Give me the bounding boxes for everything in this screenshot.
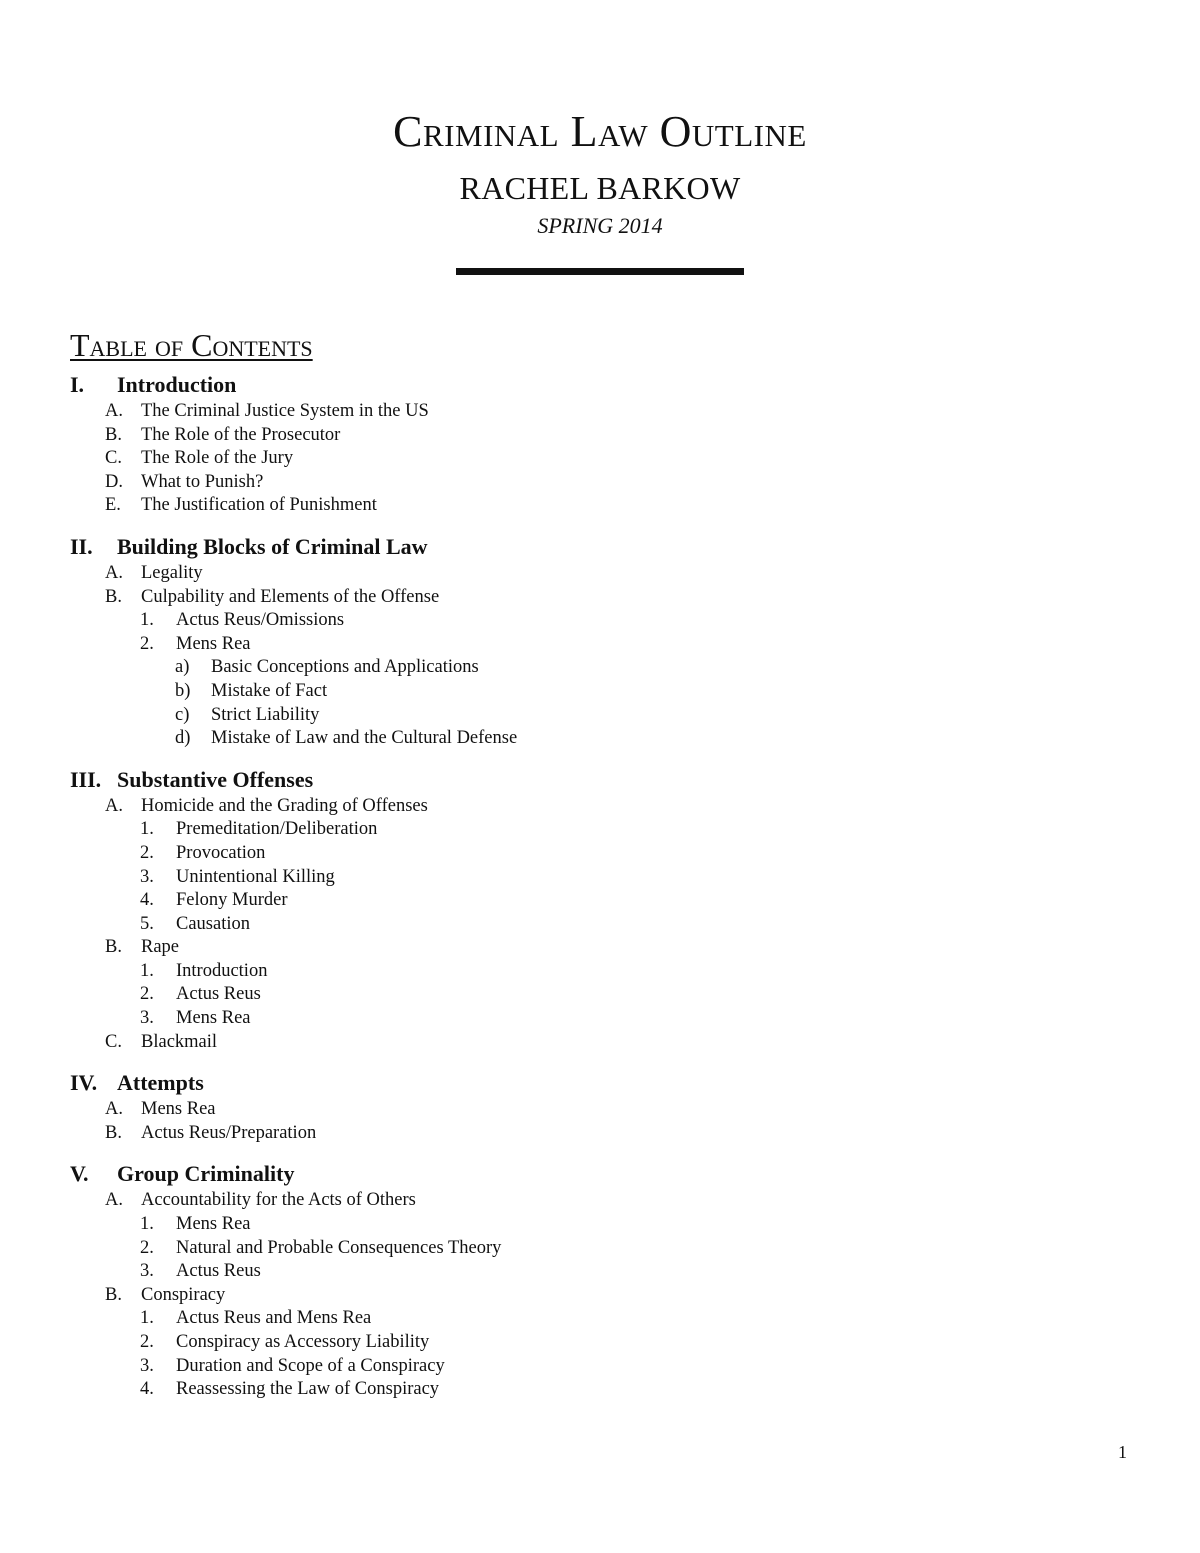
toc-item-label: Mens Rea	[176, 1008, 251, 1029]
toc-section-heading	[70, 1068, 1130, 1098]
toc-item-marker: B.	[105, 586, 122, 607]
toc-item-label: Natural and Probable Consequences Theory	[176, 1237, 502, 1258]
document-header	[0, 96, 1200, 275]
toc-subitem	[70, 1260, 1130, 1284]
page-number: 1	[1118, 1442, 1127, 1462]
table-of-contents	[70, 322, 1130, 1416]
toc-item-label: Actus Reus	[176, 984, 261, 1005]
toc-subitem	[70, 983, 1130, 1007]
toc-item-marker: C.	[105, 1031, 122, 1052]
toc-item	[70, 586, 1130, 610]
toc-heading: Table of Contents	[70, 327, 313, 363]
toc-item-marker: 2.	[140, 633, 154, 654]
toc-section-number: III.	[70, 766, 102, 792]
toc-section	[70, 1159, 1130, 1401]
toc-item-label: Actus Reus and Mens Rea	[176, 1308, 372, 1329]
toc-item-label: Mistake of Fact	[211, 680, 328, 701]
toc-section-title: Substantive Offenses	[117, 766, 314, 792]
toc-subitem	[70, 1378, 1130, 1402]
author-name: RACHEL BARKOW	[459, 170, 741, 206]
toc-item	[70, 936, 1130, 960]
toc-item-label: Culpability and Elements of the Offense	[141, 586, 440, 607]
toc-subitem	[70, 913, 1130, 937]
toc-item-marker: 5.	[140, 913, 154, 934]
toc-section	[70, 1068, 1130, 1145]
toc-section-heading	[70, 765, 1130, 795]
toc-item-label: Premeditation/Deliberation	[176, 819, 378, 840]
toc-item-marker: B.	[105, 424, 122, 445]
toc-item-marker: 2.	[140, 984, 154, 1005]
toc-section-title: Introduction	[117, 372, 237, 397]
toc-item-label: Mens Rea	[141, 1099, 216, 1120]
toc-item	[70, 447, 1130, 471]
toc-item-marker: A.	[105, 795, 123, 816]
toc-item-label: The Role of the Jury	[141, 448, 294, 469]
toc-subsubitem	[70, 704, 1130, 728]
term-label: SPRING 2014	[537, 213, 663, 238]
toc-body	[70, 370, 1130, 1402]
toc-item-label: Actus Reus/Preparation	[141, 1122, 317, 1143]
toc-item-label: Mens Rea	[176, 1214, 251, 1235]
toc-item-marker: 3.	[140, 1008, 154, 1029]
toc-item-label: Rape	[141, 937, 180, 958]
toc-item-label: Mens Rea	[176, 633, 251, 654]
toc-item-label: Provocation	[176, 842, 266, 863]
toc-subsubitem	[70, 656, 1130, 680]
toc-subitem	[70, 1213, 1130, 1237]
toc-item-label: Actus Reus/Omissions	[176, 610, 345, 631]
toc-subitem	[70, 818, 1130, 842]
toc-item	[70, 400, 1130, 424]
toc-subsubitem	[70, 727, 1130, 751]
toc-item-marker: 1.	[140, 1308, 154, 1329]
toc-item-label: The Justification of Punishment	[141, 495, 377, 516]
toc-section-title: Attempts	[117, 1070, 204, 1096]
toc-item	[70, 1284, 1130, 1308]
toc-item-marker: B.	[105, 1284, 122, 1305]
toc-section-number: V.	[70, 1161, 89, 1187]
toc-item	[70, 1122, 1130, 1146]
toc-subitem	[70, 609, 1130, 633]
toc-item-label: Mistake of Law and the Cultural Defense	[211, 728, 518, 749]
toc-item-marker: a)	[175, 657, 190, 678]
toc-subitem	[70, 1331, 1130, 1355]
toc-item-label: Introduction	[176, 960, 268, 981]
toc-item	[70, 1189, 1130, 1213]
toc-item-marker: 1.	[140, 960, 154, 981]
toc-item	[70, 562, 1130, 586]
toc-item-label: What to Punish?	[141, 471, 264, 492]
toc-item-marker: A.	[105, 1190, 123, 1211]
toc-item-marker: A.	[105, 1099, 123, 1120]
toc-item-marker: 1.	[140, 819, 154, 840]
toc-section-heading	[70, 370, 1130, 400]
toc-item-marker: 4.	[140, 890, 154, 911]
toc-item-label: Causation	[176, 913, 250, 934]
toc-item-label: Homicide and the Grading of Offenses	[141, 795, 428, 816]
toc-item-label: Blackmail	[141, 1031, 218, 1052]
toc-item-marker: 1.	[140, 610, 154, 631]
toc-subsubitem	[70, 680, 1130, 704]
toc-item-label: Actus Reus	[176, 1261, 261, 1282]
toc-item	[70, 424, 1130, 448]
toc-item-marker: 1.	[140, 1214, 154, 1235]
toc-item-marker: 4.	[140, 1379, 154, 1400]
toc-item-marker: c)	[175, 704, 190, 725]
toc-section	[70, 765, 1130, 1055]
toc-section-number: II.	[70, 533, 93, 559]
toc-item-label: Duration and Scope of a Conspiracy	[176, 1355, 445, 1376]
toc-section-number: I.	[70, 372, 85, 397]
toc-subitem	[70, 1007, 1130, 1031]
toc-item-label: Conspiracy	[141, 1284, 226, 1305]
toc-section-title: Building Blocks of Criminal Law	[117, 533, 428, 559]
toc-section-title: Group Criminality	[117, 1161, 295, 1187]
toc-item-marker: 2.	[140, 1332, 154, 1352]
toc-item-label: Conspiracy as Accessory Liability	[176, 1332, 430, 1352]
toc-section-heading	[70, 1159, 1130, 1189]
toc-item-label: Reassessing the Law of Conspiracy	[176, 1379, 440, 1400]
toc-item	[70, 795, 1130, 819]
toc-item-marker: C.	[105, 448, 122, 469]
toc-item-label: Strict Liability	[211, 704, 320, 725]
toc-item	[70, 494, 1130, 518]
toc-subitem	[70, 866, 1130, 890]
toc-subitem	[70, 960, 1130, 984]
toc-item-marker: 3.	[140, 1261, 154, 1282]
toc-section	[70, 370, 1130, 518]
toc-item-marker: A.	[105, 562, 123, 583]
toc-item-marker: E.	[105, 495, 121, 516]
toc-item-marker: B.	[105, 937, 122, 958]
toc-item-label: Felony Murder	[176, 890, 288, 911]
toc-section	[70, 532, 1130, 751]
toc-item-marker: 3.	[140, 1355, 154, 1376]
toc-subitem	[70, 633, 1130, 657]
toc-subitem	[70, 1355, 1130, 1379]
toc-subitem	[70, 842, 1130, 866]
toc-item	[70, 1098, 1130, 1122]
toc-item-marker: A.	[105, 401, 123, 421]
toc-item-marker: b)	[175, 680, 191, 701]
toc-item-marker: D.	[105, 471, 123, 492]
toc-subitem	[70, 1307, 1130, 1331]
toc-item-label: Legality	[141, 562, 203, 583]
toc-subitem	[70, 889, 1130, 913]
toc-item-marker: 2.	[140, 1237, 154, 1258]
toc-section-heading	[70, 532, 1130, 562]
toc-subitem	[70, 1237, 1130, 1261]
toc-item	[70, 1031, 1130, 1055]
toc-item-label: Unintentional Killing	[176, 866, 335, 887]
toc-item-label: Accountability for the Acts of Others	[141, 1190, 416, 1211]
document-title: Criminal Law Outline	[393, 107, 807, 156]
title-divider	[456, 268, 744, 275]
toc-item-marker: B.	[105, 1122, 122, 1143]
toc-item-label: Basic Conceptions and Applications	[211, 657, 479, 678]
toc-item	[70, 471, 1130, 495]
toc-item-label: The Role of the Prosecutor	[141, 424, 341, 445]
toc-item-marker: 2.	[140, 842, 154, 863]
toc-item-marker: 3.	[140, 866, 154, 887]
toc-section-number: IV.	[70, 1070, 98, 1096]
toc-item-marker: d)	[175, 728, 191, 749]
toc-item-label: The Criminal Justice System in the US	[141, 401, 429, 421]
